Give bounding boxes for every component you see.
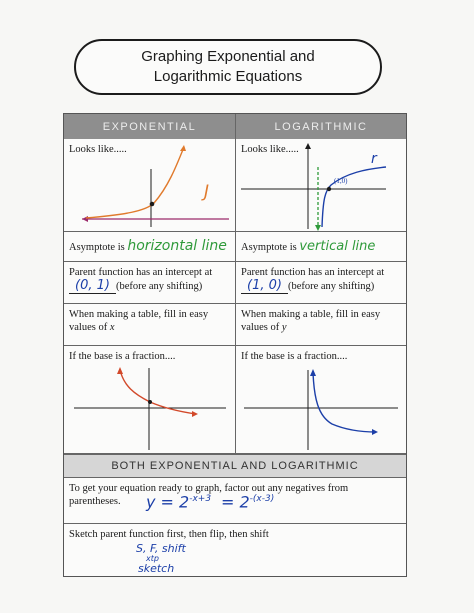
exponential-header: EXPONENTIAL bbox=[64, 114, 235, 139]
exponential-sketch bbox=[64, 139, 235, 232]
asymptote-answer-vertical: vertical line bbox=[299, 239, 376, 254]
decay-intercept bbox=[148, 400, 152, 404]
log-fraction-sketch bbox=[236, 346, 406, 454]
title-line-2: Logarithmic Equations bbox=[153, 68, 303, 85]
equation-factored-exponent: -(x-3) bbox=[249, 494, 275, 504]
comparison-table bbox=[63, 113, 407, 577]
note-sketch: sketch bbox=[138, 562, 175, 575]
asymptote-label: Asymptote is bbox=[69, 242, 125, 253]
intercept-answer-log: (1, 0) bbox=[241, 278, 288, 294]
intercept-answer-exp: (0, 1) bbox=[69, 278, 116, 294]
table-hint-line1: When making a table, fill in easy bbox=[241, 309, 381, 320]
log-sketch bbox=[236, 139, 406, 232]
intercept-label: Parent function has an intercept at bbox=[69, 267, 213, 278]
table-hint-line2: values of bbox=[69, 322, 108, 333]
equation-factored-base: = 2 bbox=[221, 492, 250, 512]
intercept-exponential-cell bbox=[64, 262, 235, 304]
page-title bbox=[74, 39, 382, 95]
logarithmic-header: LOGARITHMIC bbox=[236, 114, 406, 139]
table-hint-line2: values of bbox=[241, 322, 280, 333]
decay-sketch bbox=[64, 346, 235, 454]
exponential-curve bbox=[86, 147, 184, 218]
looks-like-label: Looks like..... bbox=[69, 144, 127, 155]
log-decay-arrow-up bbox=[310, 369, 316, 376]
log-decay-arrow-right bbox=[372, 429, 378, 435]
equation-factored bbox=[221, 492, 275, 512]
intercept-suffix: (before any shifting) bbox=[287, 281, 375, 292]
note-shift: S, F, shift bbox=[136, 542, 186, 555]
asymptote-exponential-cell bbox=[64, 232, 235, 262]
table-hint-line1: When making a table, fill in easy bbox=[69, 309, 209, 320]
sketch-instruction: Sketch parent function first, then flip, then shift bbox=[69, 529, 269, 540]
variable-y: y bbox=[281, 322, 287, 333]
table-exponential-cell bbox=[64, 304, 235, 346]
log-point-label: (1,0) bbox=[334, 177, 348, 185]
intercept-suffix: (before any shifting) bbox=[115, 281, 203, 292]
fraction-label: If the base is a fraction.... bbox=[69, 351, 176, 362]
arrow-left bbox=[82, 216, 88, 222]
asymptote-answer-horizontal: horizontal line bbox=[127, 238, 227, 254]
variable-x: x bbox=[109, 322, 115, 333]
equation-original-exponent: -x+3 bbox=[189, 494, 212, 504]
curve-arrow bbox=[180, 145, 186, 151]
fraction-label: If the base is a fraction.... bbox=[241, 351, 348, 362]
intercept-label: Parent function has an intercept at bbox=[241, 267, 385, 278]
asymptote-label: Asymptote is bbox=[241, 242, 297, 253]
asymptote-arrow bbox=[315, 225, 321, 231]
looks-like-label: Looks like..... bbox=[241, 144, 299, 155]
intercept-point bbox=[150, 202, 155, 207]
log-mark: r bbox=[371, 151, 377, 167]
y-arrow bbox=[305, 143, 311, 149]
log-decay-curve bbox=[313, 372, 376, 432]
factor-instruction-line1: To get your equation ready to graph, factor out any negatives from bbox=[69, 483, 349, 494]
factor-instruction-line2: parentheses. bbox=[69, 496, 121, 507]
both-header: BOTH EXPONENTIAL AND LOGARITHMIC bbox=[64, 454, 406, 478]
asymptote-log-cell bbox=[236, 232, 406, 262]
exp-mark: J bbox=[204, 182, 210, 202]
log-curve bbox=[322, 167, 386, 227]
decay-arrow-right bbox=[192, 411, 198, 417]
decay-curve bbox=[120, 370, 196, 414]
title-line-1: Graphing Exponential and bbox=[141, 48, 315, 65]
intercept-log-cell bbox=[236, 262, 406, 304]
equation-original bbox=[146, 492, 212, 512]
handwritten-note bbox=[136, 544, 186, 574]
sketch-order-cell bbox=[64, 524, 406, 576]
note-xtp: xtp bbox=[146, 554, 159, 563]
decay-arrow-up bbox=[117, 367, 123, 374]
factor-negatives-cell bbox=[64, 478, 406, 524]
log-intercept bbox=[327, 187, 331, 191]
table-log-cell bbox=[236, 304, 406, 346]
equation-original-base: y = 2 bbox=[146, 492, 190, 512]
